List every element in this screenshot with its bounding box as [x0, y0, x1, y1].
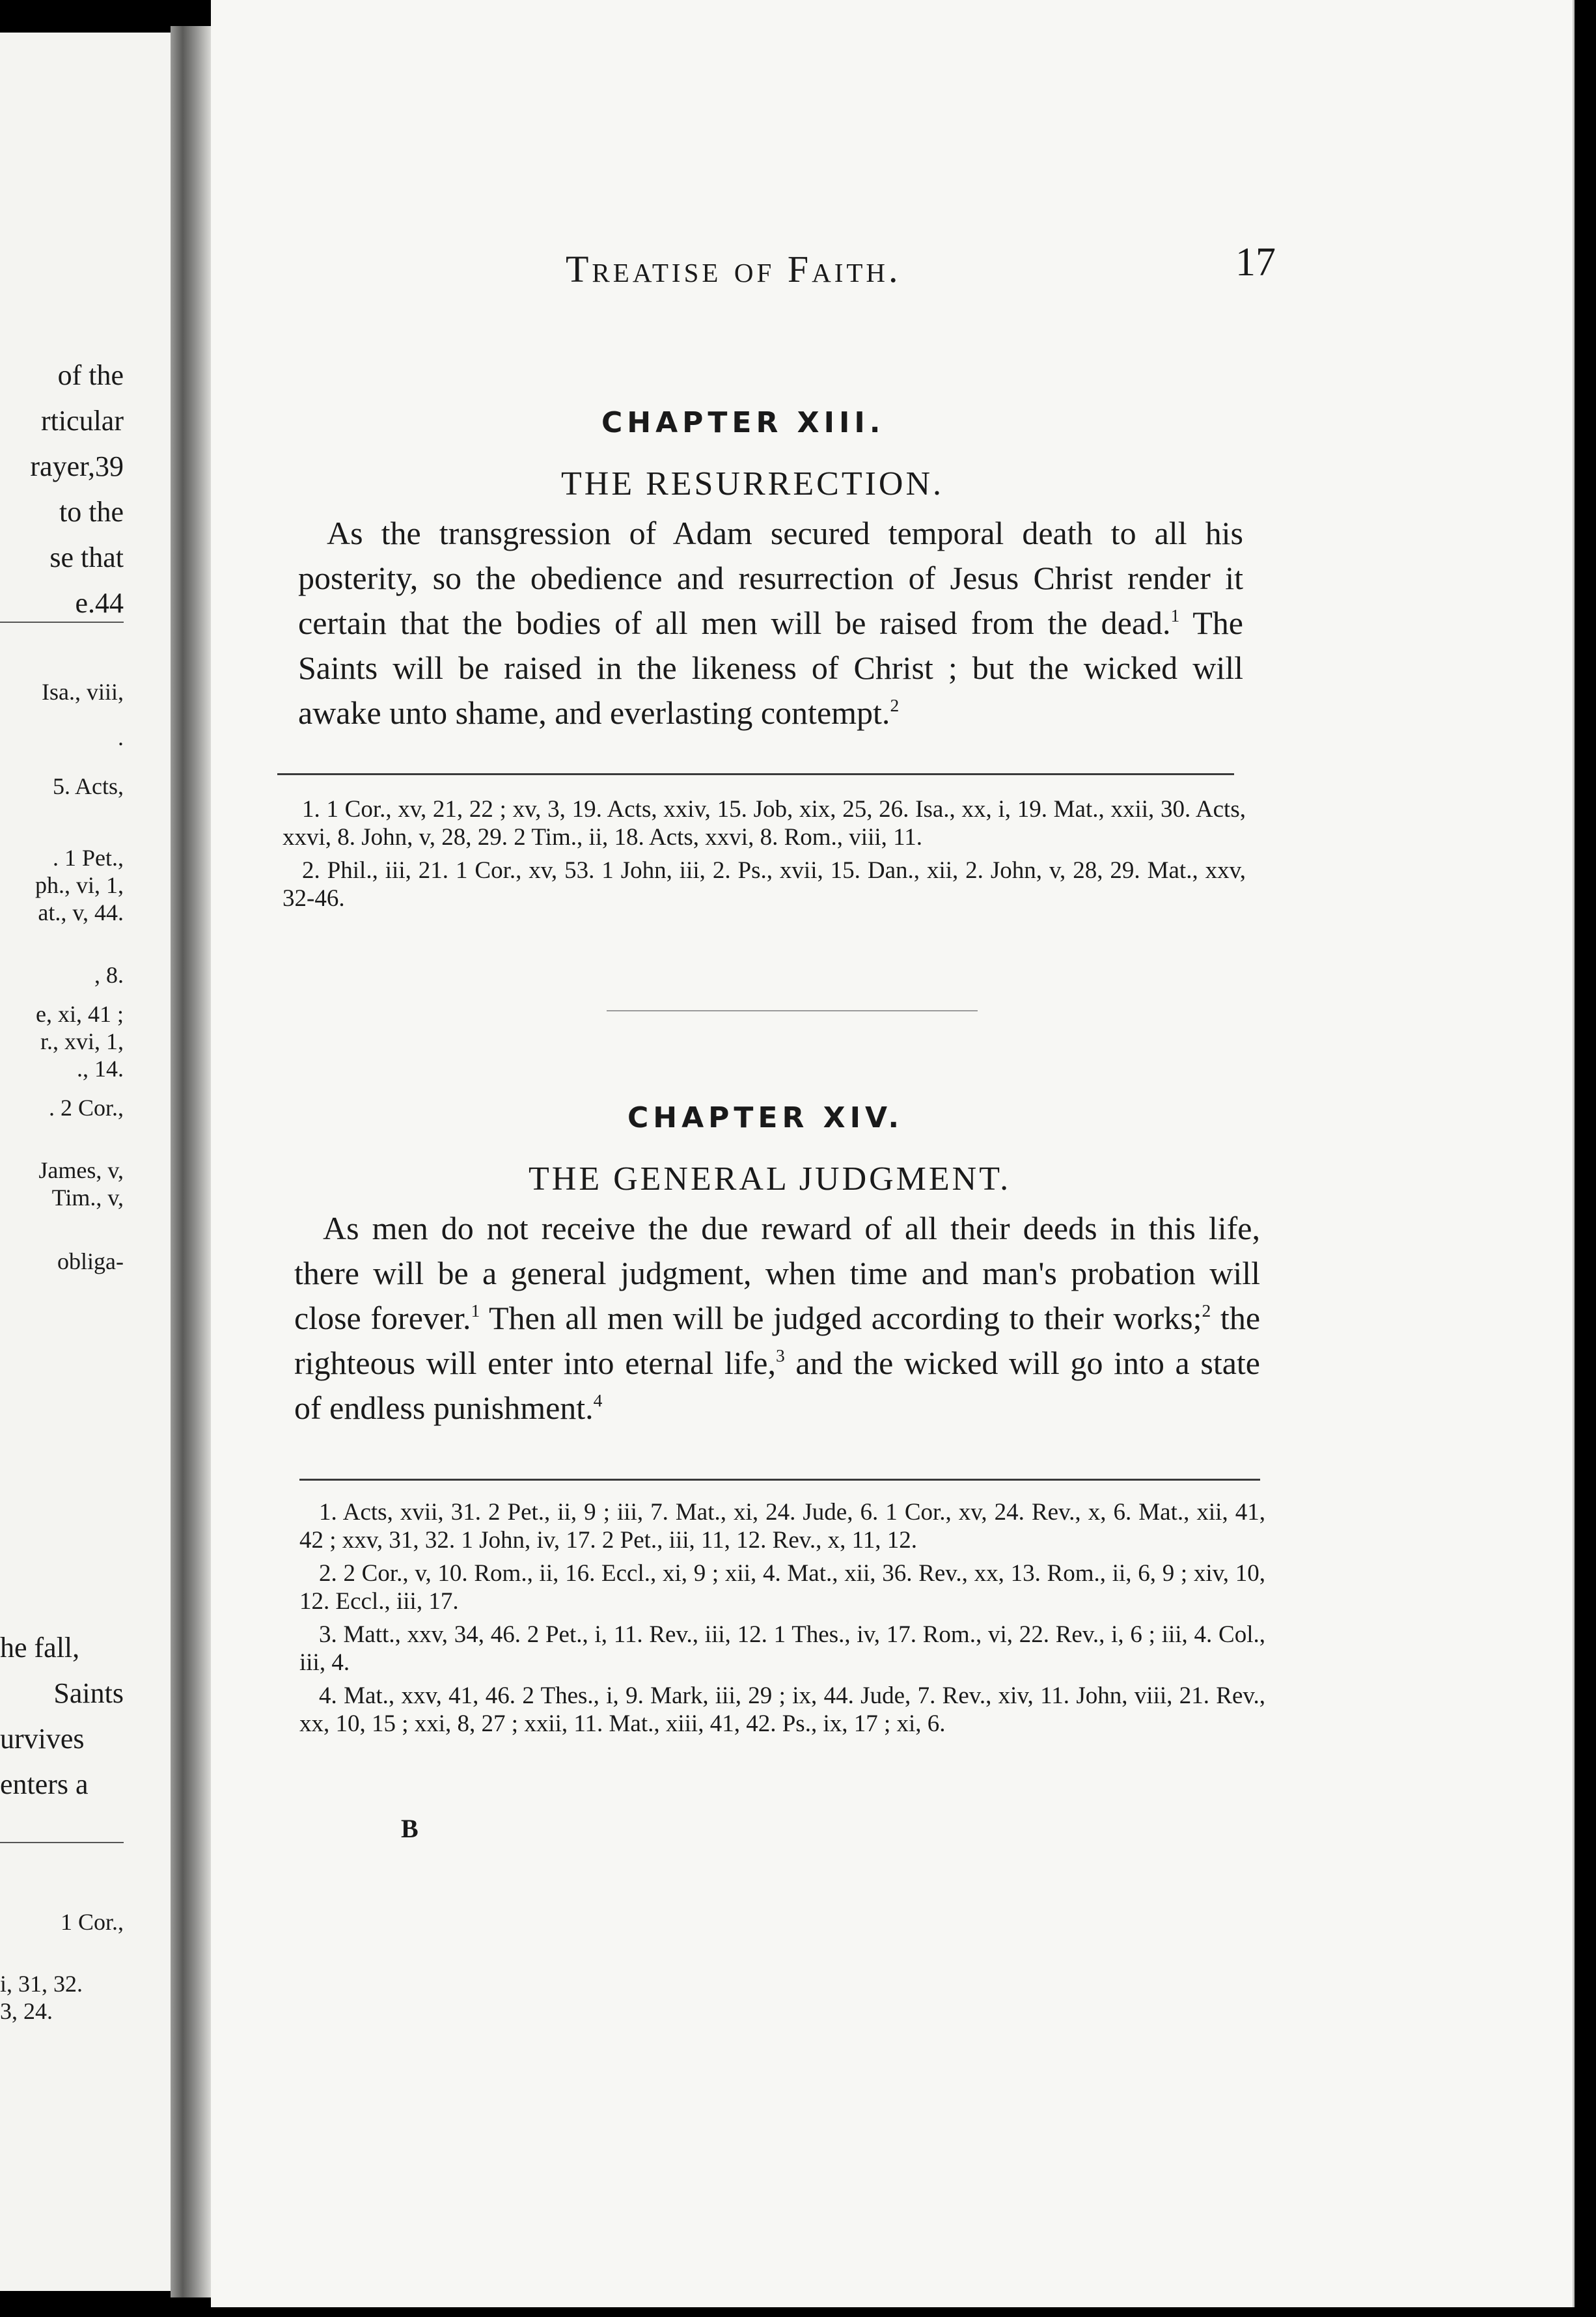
left-page-text-fragment: urvives — [0, 1723, 85, 1755]
running-head: Treatise of Faith. — [566, 248, 901, 290]
footnote: 2. 2 Cor., v, 10. Rom., ii, 16. Eccl., xi, 9 ; xii, 4. Mat., xii, 36. Rev., xx, 13. Rom., ii, 6, 9 ; xiv, 10, 12. Eccl., iii, 17. — [299, 1560, 1265, 1615]
footnote-marker: 2 — [890, 694, 900, 715]
body-text: As the transgression of Adam secured temporal death to all his posterity, so the obedience and resurrection of Jesus Christ render it certain that the bodies of all men will be raised from the dead. — [298, 515, 1243, 641]
left-page-text-fragment: at., v, 44. — [38, 899, 124, 925]
left-page-text-fragment: se that — [49, 542, 124, 573]
left-page-footnote-rule — [0, 622, 124, 623]
left-page-text-fragment: e, xi, 41 ; — [36, 1001, 124, 1027]
footnote: 3. Matt., xxv, 34, 46. 2 Pet., i, 11. Rev., iii, 12. 1 Thes., iv, 17. Rom., vi, 22. Rev., i, 6 ; iii, 4. Col., iii, 4. — [299, 1621, 1265, 1676]
left-page-text-fragment: r., xvi, 1, — [40, 1028, 124, 1054]
footnote-marker: 2 — [1202, 1300, 1211, 1321]
left-page-text-fragment: 3, 24. — [0, 1998, 53, 2024]
left-page-text-fragment: enters a — [0, 1768, 89, 1800]
footnote-marker: 1 — [1170, 605, 1180, 625]
previous-page-edge — [0, 33, 171, 2291]
chapter-separator — [607, 1010, 978, 1011]
left-page-text-fragment: ph., vi, 1, — [34, 872, 124, 898]
footnote-rule — [299, 1479, 1260, 1481]
left-page-text-fragment: . — [118, 724, 124, 750]
chapter-14-paragraph — [294, 1206, 1260, 1431]
left-page-text-fragment: of the — [57, 359, 124, 391]
left-page-text-fragment: ., 14. — [77, 1056, 124, 1082]
chapter-13-footnotes — [282, 795, 1246, 918]
footnote-rule — [277, 773, 1234, 775]
left-page-text-fragment: Saints — [53, 1677, 124, 1709]
footnote: 1. 1 Cor., xv, 21, 22 ; xv, 3, 19. Acts, xxiv, 15. Job, xix, 25, 26. Isa., xx, i, 19. Mat., xxii, 30. Acts, xxvi, 8. John, v, 28, 29. 2 Tim., ii, 18. Acts, xxvi, 8. Rom., viii, 11. — [282, 796, 1246, 851]
footnote-marker: 1 — [471, 1300, 480, 1321]
footnote: 4. Mat., xxv, 41, 46. 2 Thes., i, 9. Mark, iii, 29 ; ix, 44. Jude, 7. Rev., xiv, 11. John, viii, 21. Rev., xx, 10, 15 ; xxi, 8, 27 ; xxii, 11. Mat., xiii, 41, 42. Ps., ix, 17 ; xi, 6. — [299, 1682, 1265, 1737]
body-text: Then all men will be judged according to their works; — [480, 1300, 1202, 1336]
footnote-marker: 4 — [593, 1390, 603, 1410]
chapter-14-title: THE GENERAL JUDGMENT. — [529, 1160, 1011, 1198]
left-page-text-fragment: 5. Acts, — [52, 773, 124, 799]
chapter-14-body — [294, 1206, 1260, 1431]
left-page-text-fragment: . 2 Cor., — [48, 1095, 124, 1121]
left-page-text-fragment: he fall, — [0, 1632, 80, 1664]
chapter-13-label: CHAPTER XIII. — [601, 406, 885, 439]
left-page-text-fragment: , 8. — [94, 962, 124, 988]
left-page-text-fragment: to the — [59, 496, 124, 528]
left-page-text-fragment: obliga- — [57, 1248, 124, 1274]
left-page-text-fragment: 1 Cor., — [60, 1909, 124, 1935]
left-page-text-fragment: rticular — [40, 405, 124, 437]
book-gutter — [171, 26, 211, 2297]
body-text: and the wicked will go into a state of endless punishment. — [294, 1345, 1261, 1426]
footnote-marker: 3 — [775, 1345, 785, 1365]
left-page-text-fragment: i, 31, 32. — [0, 1971, 83, 1997]
chapter-14-label: CHAPTER XIV. — [627, 1101, 904, 1134]
chapter-13-paragraph — [298, 511, 1243, 735]
main-page — [211, 0, 1575, 2307]
left-page-text-fragment: e.44 — [75, 587, 124, 619]
left-page-footnote-rule — [0, 1842, 124, 1843]
signature-mark: B — [401, 1814, 419, 1843]
chapter-13-body — [298, 511, 1243, 735]
footnote: 2. Phil., iii, 21. 1 Cor., xv, 53. 1 John, iii, 2. Ps., xvii, 15. Dan., xii, 2. John, v, 28, 29. Mat., xxv, 32-46. — [282, 857, 1246, 912]
page-number: 17 — [1235, 240, 1276, 284]
chapter-13-title: THE RESURRECTION. — [561, 465, 944, 502]
footnote: 1. Acts, xvii, 31. 2 Pet., ii, 9 ; iii, 7. Mat., xi, 24. Jude, 6. 1 Cor., xv, 24. Rev., x, 6. Mat., xii, 41, 42 ; xxv, 31, 32. 1 John, iv, 17. 2 Pet., iii, 11, 12. Rev., x, 11, 12. — [299, 1499, 1265, 1554]
left-page-text-fragment: Isa., viii, — [42, 679, 124, 705]
body-text: The Saints will be raised in the likeness of Christ ; but the wicked will awake unto shame, and everlasting contempt. — [298, 605, 1244, 731]
left-page-text-fragment: rayer,39 — [30, 450, 124, 482]
body-text: As men do not receive the due reward of all their deeds in this life, there will be a general judgment, when time and man's probation will close forever. — [294, 1210, 1260, 1336]
left-page-text-fragment: Tim., v, — [51, 1185, 124, 1211]
body-text: the righteous will enter into eternal life, — [294, 1300, 1261, 1381]
left-page-text-fragment: . 1 Pet., — [52, 845, 124, 871]
chapter-14-footnotes — [299, 1498, 1265, 1743]
left-page-text-fragment: James, v, — [38, 1157, 124, 1183]
